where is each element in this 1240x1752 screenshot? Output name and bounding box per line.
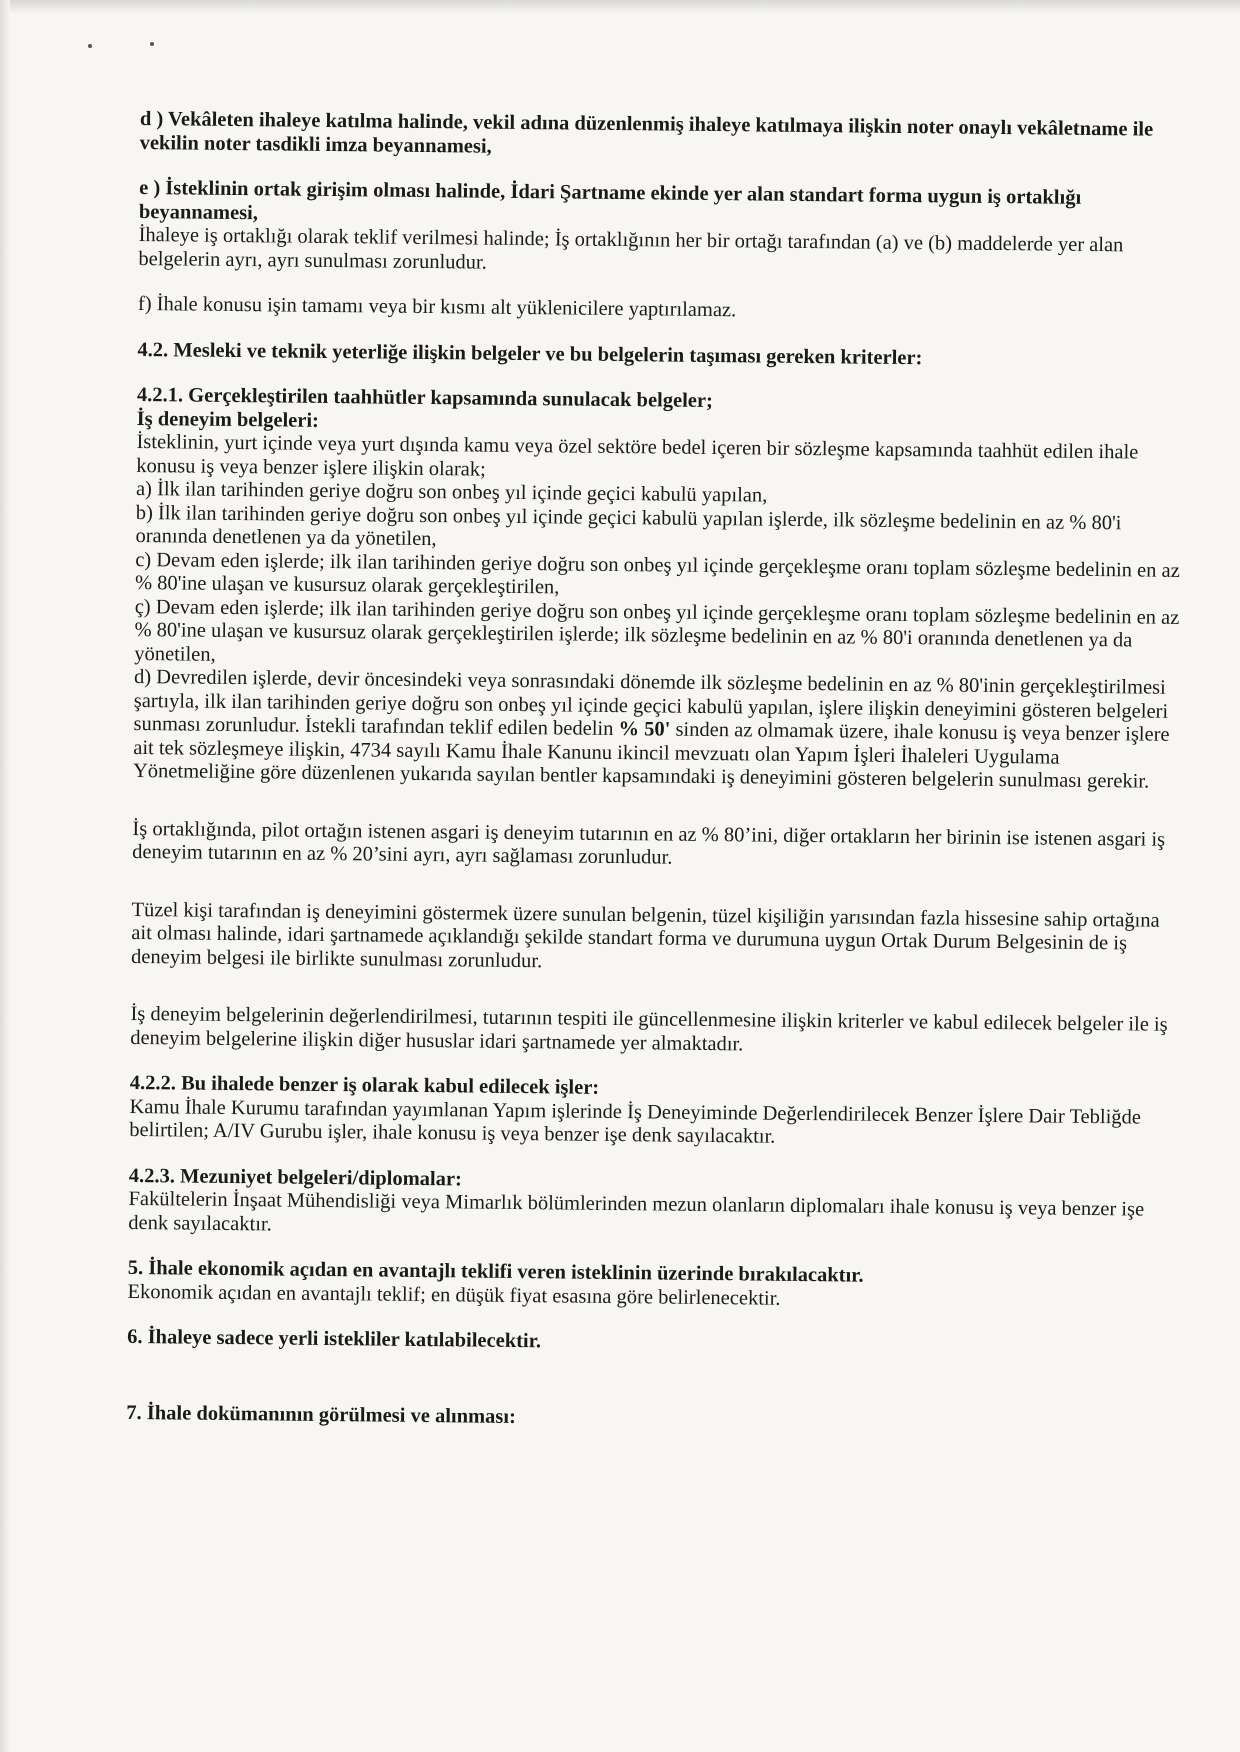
section-4-2-heading: 4.2. Mesleki ve teknik yeterliğe ilişkin belgeler ve bu belgelerin taşıması gereken kriterler: — [137, 338, 923, 369]
ekonomik-paragraph: Ekonomik açıdan en avantajlı teklif; en düşük fiyat esasına göre belirlenecektir. — [127, 1280, 781, 1310]
deneyim-item-b: b) İlk ilan tarihinden geriye doğru son onbeş yıl içinde geçici kabulü yapılan işlerde, ilk sözleşme bedelinin en az % 80'i oranında denetlenen ya da yönetilen, — [135, 501, 1122, 551]
clause-e-title: e ) İsteklinin ortak girişim olması halinde, İdari Şartname ekinde yer alan standart forma uygun iş ortaklığı beyannamesi, — [138, 176, 1082, 224]
section-4-2-1-heading: 4.2.1. Gerçekleştirilen taahhütler kapsamında sunulacak belgeler; — [136, 383, 713, 413]
clause-e-body: İhaleye iş ortaklığı olarak teklif verilmesi halinde; İş ortaklığının her bir ortağı tarafından (a) ve (b) maddelerde yer alan belgelerin ayrı, ayrı sunulması zorunludur. — [138, 223, 1124, 274]
section-7-heading: 7. İhale dokümanının görülmesi ve alınması: — [126, 1401, 516, 1428]
deneyim-item-a: a) İlk ilan tarihinden geriye doğru son onbeş yıl içinde geçici kabulü yapılan, — [135, 477, 768, 507]
tuzel-kisi-paragraph: Tüzel kişi tarafından iş deneyimini göstermek üzere sunulan belgenin, tüzel kişiliğin yarısından fazla hissesine sahip ortağına ait olması halinde, idari şartnamede açıklandığı şekilde standart forma ve durumuna uygun Ortak Durum Belgesinin de iş deneyim belgesi ile birlikte sunulması zorunludur. — [130, 898, 1160, 972]
is-deneyim-heading: İş deneyim belgeleri: — [136, 407, 320, 432]
degerlendirme-paragraph: İş deneyim belgelerinin değerlendirilmesi, tutarının tespiti ile güncellenmesine ilişkin kriterler ve kabul edilecek belgeler ile iş deneyim belgelerine ilişkin diğer hususlar idari şartnamede yer almaktadır. — [130, 1002, 1168, 1055]
deneyim-item-cc: ç) Devam eden işlerde; ilk ilan tarihinden geriye doğru son onbeş yıl içinde gerçekleşme oranı toplam sözleşme bedelinin en az % 80'ine ulaşan ve kusursuz olarak gerçekleştirilen işlerde; ilk sözleşme bedelinin en az % 80'i oranında denetlenen ya da yönetilen, — [134, 595, 1180, 666]
scan-speck — [88, 44, 92, 48]
section-4-2-3-heading: 4.2.3. Mezuniyet belgeleri/diplomalar: — [128, 1164, 462, 1190]
section-5-heading: 5. İhale ekonomik açıdan en avantajlı teklifi veren isteklinin üzerinde bırakılacaktır. — [127, 1256, 864, 1287]
clause-f-body: f) İhale konusu işin tamamı veya bir kısmı alt yüklenicilere yaptırılamaz. — [137, 292, 737, 322]
document-body — [126, 108, 1190, 1436]
is-ortakligi-paragraph: İş ortaklığında, pilot ortağın istenen asgari iş deneyim tutarının en az % 80’ini, diğer ortakların her birinin ise istenen asgari iş deneyim tutarının en az % 20’sini ayrı, ayrı sağlaması zorunludur. — [132, 817, 1166, 869]
benzer-is-paragraph: Kamu İhale Kurumu tarafından yayımlanan Yapım işlerinde İş Deneyiminde Değerlendirilecek Benzer İşlere Dair Tebliğde belirtilen; A/IV Gurubu işler, ihale konusu iş veya benzer işe denk sayılacaktır. — [129, 1095, 1142, 1148]
item-d-text-start: d) Devredilen işlerde, devir öncesindeki veya sonrasındaki dönemde ilk sözleşme bedelinin en az % 80'inin gerçekleştirilmesi şartıyla, ilk ilan tarihinden geriye doğru son onbeş yıl içinde geçici kabulü yapılan, işlere ilişkin deneyimini gösteren belgeleri sunması zorunludur. İstekli tarafından teklif edilen bedelin — [133, 665, 1169, 741]
item-d-text-end: sinden az olmamak üzere, ihale konusu iş veya benzer işlere ait tek sözleşmeye ilişkin, 4734 sayılı Kamu İhale Kanunu ikincil mevzuatı olan Yapım İşleri İhaleleri Uygulama Yönetmeliğine göre düzenlenen yukarıda sayılan bentler kapsamındaki iş deneyimini gösteren belgelerin sunulması gerekir. — [132, 718, 1170, 793]
deneyim-intro: İsteklinin, yurt içinde veya yurt dışında kamu veya özel sektöre bedel içeren bir sözleşme kapsamında taahhüt edilen ihale konusu iş veya benzer işlere ilişkin olarak; — [136, 430, 1139, 481]
deneyim-item-d — [133, 666, 1184, 794]
scan-speck — [150, 42, 154, 46]
section-6-heading: 6. İhaleye sadece yerli istekliler katılabilecektir. — [127, 1325, 542, 1353]
scan-left-edge — [0, 0, 10, 1752]
section-4-2-2-heading: 4.2.2. Bu ihalede benzer iş olarak kabul edilecek işler: — [129, 1071, 600, 1099]
mezuniyet-paragraph: Fakültelerin İnşaat Mühendisliği veya Mimarlık bölümlerinden mezun olanların diplomaları ihale konusu iş veya benzer işe denk sayılacaktır. — [128, 1187, 1145, 1235]
scan-top-edge — [0, 0, 1240, 14]
clause-d-title: d ) Vekâleten ihaleye katılma halinde, vekil adına düzenlenmiş ihaleye katılmaya ilişkin noter onaylı vekâletname ile vekilin noter tasdikli imza beyannamesi, — [139, 108, 1154, 158]
item-d-percentage: % 50' — [618, 718, 671, 741]
deneyim-item-c: c) Devam eden işlerde; ilk ilan tarihinden geriye doğru son onbeş yıl içinde gerçekleşme oranı toplam sözleşme bedelinin en az % 80'ine ulaşan ve kusursuz olarak gerçekleştirilen, — [134, 548, 1180, 599]
